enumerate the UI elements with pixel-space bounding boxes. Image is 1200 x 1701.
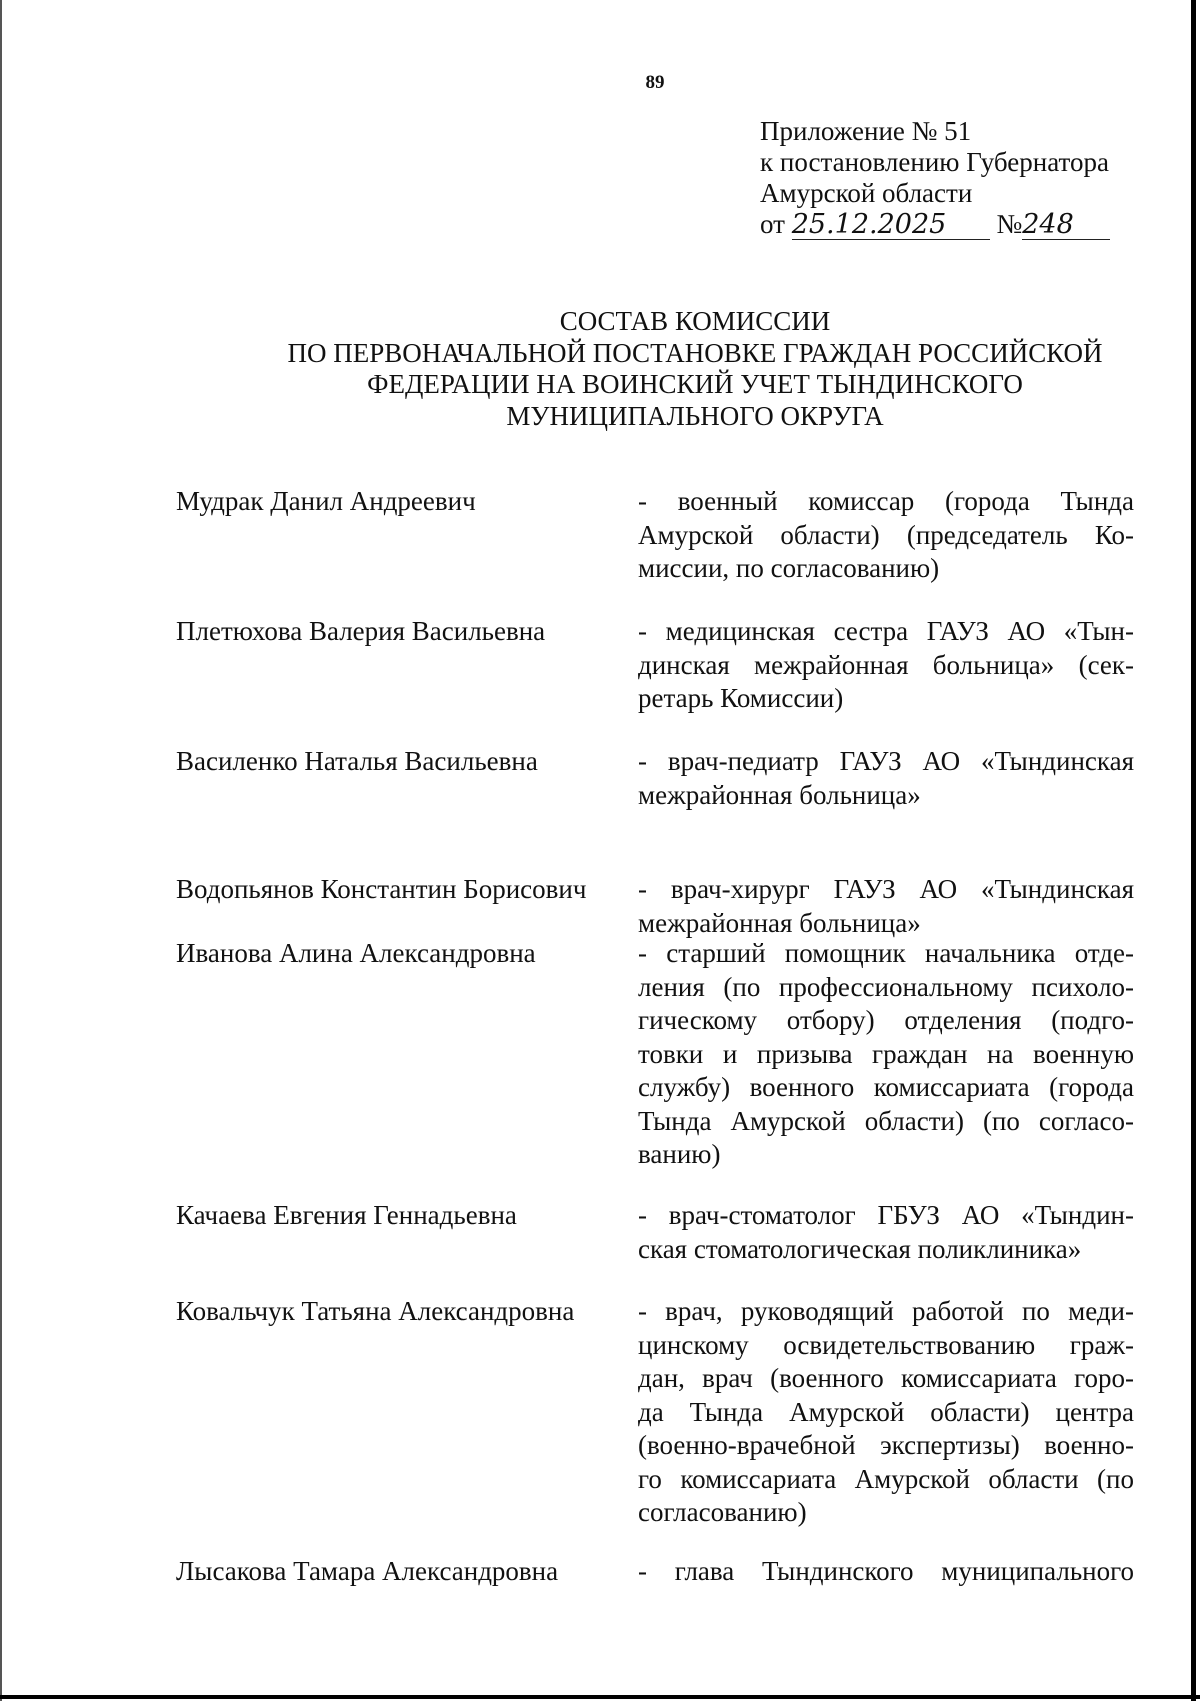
handwritten-date: 25.12.2025 bbox=[792, 211, 990, 240]
position-line: межрайонная больница» bbox=[638, 907, 921, 938]
member-position bbox=[638, 1555, 1134, 1589]
position-line: - врач-хирург ГАУЗ АО «Тындинская bbox=[638, 874, 1134, 904]
appendix-header bbox=[760, 116, 1110, 240]
handwritten-number: 248 bbox=[1022, 211, 1110, 240]
number-prefix: № bbox=[996, 209, 1023, 239]
position-line: ванию) bbox=[638, 1139, 721, 1169]
member-name: Иванова Алина Александровна bbox=[176, 938, 536, 968]
member-name: Плетюхова Валерия Васильевна bbox=[176, 616, 546, 646]
position-line: межрайонная больница» bbox=[638, 779, 921, 810]
member-position bbox=[638, 745, 1134, 812]
position-line: - врач, руководящий работой по меди- bbox=[638, 1296, 1134, 1326]
appendix-line1: Приложение № 51 bbox=[760, 116, 972, 146]
position-line: - глава Тындинского муниципального bbox=[638, 1556, 1134, 1586]
position-line: динская межрайонная больница» (сек- bbox=[638, 649, 1134, 680]
position-line: товки и призыва граждан на военную bbox=[638, 1038, 1134, 1069]
scan-edge-right bbox=[1191, 0, 1196, 1701]
member-position bbox=[638, 937, 1134, 1172]
position-line: Тында Амурской области) (по согласо- bbox=[638, 1105, 1134, 1136]
position-line: да Тында Амурской области) центра bbox=[638, 1396, 1134, 1427]
position-line: дан, врач (военного комиссариата горо- bbox=[638, 1363, 1134, 1393]
position-line: (военно-врачебной экспертизы) военно- bbox=[638, 1430, 1134, 1460]
position-line: - старший помощник начальника отде- bbox=[638, 938, 1134, 968]
position-line: - врач-стоматолог ГБУЗ АО «Тындин- bbox=[638, 1200, 1134, 1230]
member-name: Мудрак Данил Андреевич bbox=[176, 486, 476, 516]
position-line: - медицинская сестра ГАУЗ АО «Тын- bbox=[638, 616, 1134, 646]
member-position bbox=[638, 873, 1134, 940]
member-name: Водопьянов Константин Борисович bbox=[176, 874, 587, 904]
member-position bbox=[638, 1199, 1134, 1266]
member-name: Лысакова Тамара Александровна bbox=[176, 1556, 559, 1586]
member-position bbox=[638, 1295, 1134, 1530]
position-line: согласованию) bbox=[638, 1497, 807, 1527]
title-line: СОСТАВ КОМИССИИ bbox=[559, 306, 831, 336]
position-line: гическому отбору) отделения (подго- bbox=[638, 1005, 1134, 1035]
title-line: МУНИЦИПАЛЬНОГО ОКРУГА bbox=[506, 400, 884, 431]
position-line: ления (по профессиональному психоло- bbox=[638, 971, 1134, 1002]
position-line: миссии, по согласованию) bbox=[638, 553, 940, 583]
page-number: 89 bbox=[645, 72, 665, 93]
position-line: ретарь Комиссии) bbox=[638, 683, 844, 713]
appendix-line2: к постановлению Губернатора bbox=[760, 147, 1109, 177]
scan-edge-left bbox=[0, 0, 2, 1701]
title-line: ПО ПЕРВОНАЧАЛЬНОЙ ПОСТАНОВКЕ ГРАЖДАН РОССИЙСКОЙ bbox=[287, 337, 1103, 368]
document-title bbox=[0, 306, 1200, 432]
member-name: Качаева Евгения Геннадьевна bbox=[176, 1200, 517, 1230]
member-position bbox=[638, 615, 1134, 716]
title-line: ФЕДЕРАЦИИ НА ВОИНСКИЙ УЧЕТ ТЫНДИНСКОГО bbox=[367, 369, 1023, 399]
position-line: ская стоматологическая поликлиника» bbox=[638, 1233, 1082, 1264]
position-line: цинскому освидетельствованию граж- bbox=[638, 1329, 1134, 1360]
date-prefix: от bbox=[760, 209, 785, 239]
member-position bbox=[638, 485, 1134, 586]
member-name: Василенко Наталья Васильевна bbox=[176, 746, 538, 776]
position-line: Амурской области) (председатель Ко- bbox=[638, 519, 1134, 550]
position-line: службу) военного комиссариата (города bbox=[638, 1072, 1134, 1102]
position-line: - военный комиссар (города Тында bbox=[638, 486, 1134, 516]
position-line: го комиссариата Амурской области (по bbox=[638, 1463, 1134, 1494]
position-line: - врач-педиатр ГАУЗ АО «Тындинская bbox=[638, 746, 1134, 776]
member-name: Ковальчук Татьяна Александровна bbox=[176, 1296, 575, 1326]
appendix-line3: Амурской области bbox=[760, 178, 973, 208]
appendix-date-line bbox=[760, 209, 1110, 240]
scan-edge-bottom bbox=[0, 1695, 1200, 1699]
